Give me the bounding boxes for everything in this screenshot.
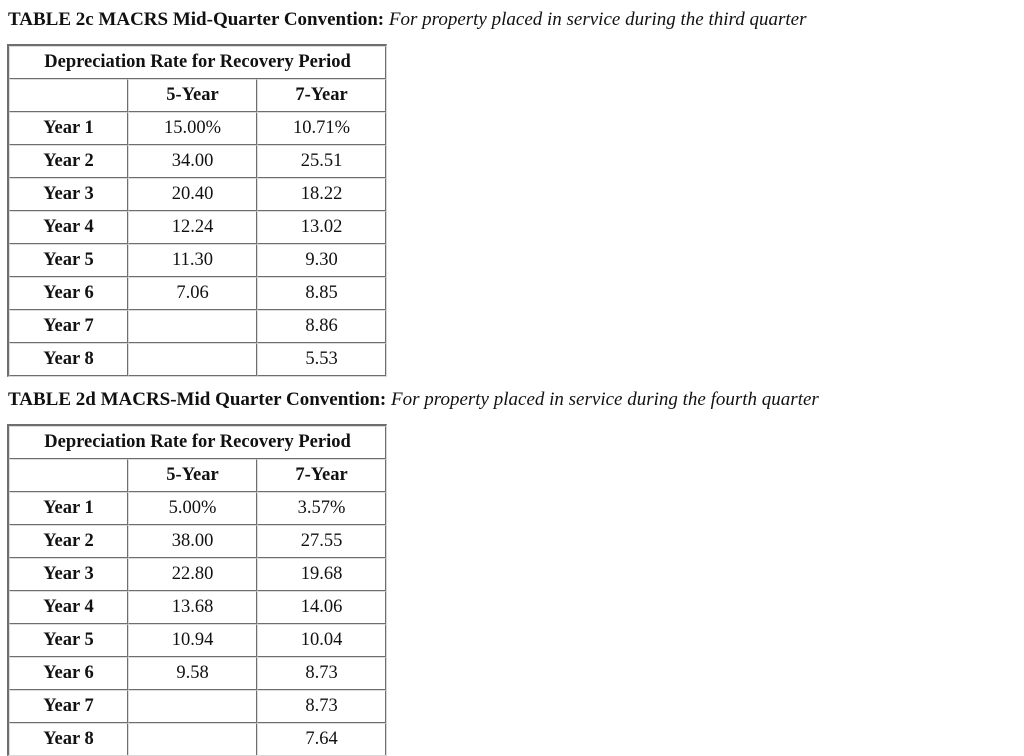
year-label: Year 1: [9, 112, 128, 145]
table-2c-header: Depreciation Rate for Recovery Period: [9, 46, 386, 79]
table-2c-title-bold: TABLE 2c MACRS Mid-Quarter Convention:: [8, 9, 385, 30]
table-2c-title-italic: For property placed in service during the third quarter: [388, 9, 807, 30]
table-row: [9, 591, 386, 624]
rate-5-year: 11.30: [128, 244, 257, 277]
table-row: [9, 525, 386, 558]
table-row: [9, 178, 386, 211]
table-row: [9, 310, 386, 343]
rate-7-year: 8.73: [257, 657, 386, 690]
rate-7-year: 13.02: [257, 211, 386, 244]
year-label: Year 7: [9, 690, 128, 723]
table-2c-col-7-year: 7-Year: [257, 79, 386, 112]
table-2d-header: Depreciation Rate for Recovery Period: [9, 426, 386, 459]
year-label: Year 8: [9, 723, 128, 755]
table-2d-col-5-year: 5-Year: [128, 459, 257, 492]
rate-7-year: 8.86: [257, 310, 386, 343]
rate-5-year: 15.00%: [128, 112, 257, 145]
rate-7-year: 25.51: [257, 145, 386, 178]
table-2c-title: [8, 9, 806, 31]
year-label: Year 3: [9, 178, 128, 211]
rate-5-year: [128, 723, 257, 755]
table-row: [9, 277, 386, 310]
table-2d-title: [8, 389, 819, 411]
table-row: [9, 690, 386, 723]
table-row: [9, 112, 386, 145]
rate-7-year: 10.04: [257, 624, 386, 657]
rate-5-year: 22.80: [128, 558, 257, 591]
rate-7-year: 27.55: [257, 525, 386, 558]
rate-7-year: 18.22: [257, 178, 386, 211]
rate-5-year: 38.00: [128, 525, 257, 558]
rate-7-year: 14.06: [257, 591, 386, 624]
rate-5-year: 9.58: [128, 657, 257, 690]
rate-5-year: 5.00%: [128, 492, 257, 525]
table-row: [9, 558, 386, 591]
year-label: Year 2: [9, 145, 128, 178]
table-row: [9, 657, 386, 690]
rate-7-year: 9.30: [257, 244, 386, 277]
rate-7-year: 3.57%: [257, 492, 386, 525]
year-label: Year 1: [9, 492, 128, 525]
rate-5-year: 10.94: [128, 624, 257, 657]
rate-5-year: 20.40: [128, 178, 257, 211]
table-row: [9, 492, 386, 525]
rate-7-year: 5.53: [257, 343, 386, 376]
table-2d: [7, 424, 387, 756]
rate-7-year: 8.73: [257, 690, 386, 723]
year-label: Year 6: [9, 277, 128, 310]
table-2d-title-italic: For property placed in service during the fourth quarter: [391, 389, 819, 410]
table-2c-col-5-year: 5-Year: [128, 79, 257, 112]
table-row: [9, 343, 386, 376]
table-2d-col-7-year: 7-Year: [257, 459, 386, 492]
table-row: [9, 211, 386, 244]
table-row: [9, 624, 386, 657]
table-2d-corner-cell: [9, 459, 128, 492]
rate-5-year: 34.00: [128, 145, 257, 178]
table-row: [9, 723, 386, 755]
year-label: Year 2: [9, 525, 128, 558]
rate-7-year: 8.85: [257, 277, 386, 310]
year-label: Year 8: [9, 343, 128, 376]
rate-5-year: [128, 343, 257, 376]
year-label: Year 7: [9, 310, 128, 343]
table-2c: [7, 44, 387, 377]
year-label: Year 5: [9, 624, 128, 657]
table-row: [9, 244, 386, 277]
rate-5-year: [128, 690, 257, 723]
year-label: Year 4: [9, 211, 128, 244]
year-label: Year 4: [9, 591, 128, 624]
rate-5-year: [128, 310, 257, 343]
table-2c-corner-cell: [9, 79, 128, 112]
rate-5-year: 12.24: [128, 211, 257, 244]
year-label: Year 3: [9, 558, 128, 591]
table-row: [9, 145, 386, 178]
year-label: Year 6: [9, 657, 128, 690]
rate-7-year: 7.64: [257, 723, 386, 755]
table-2d-title-bold: TABLE 2d MACRS-Mid Quarter Convention:: [8, 389, 387, 410]
rate-7-year: 19.68: [257, 558, 386, 591]
rate-5-year: 7.06: [128, 277, 257, 310]
rate-7-year: 10.71%: [257, 112, 386, 145]
rate-5-year: 13.68: [128, 591, 257, 624]
year-label: Year 5: [9, 244, 128, 277]
